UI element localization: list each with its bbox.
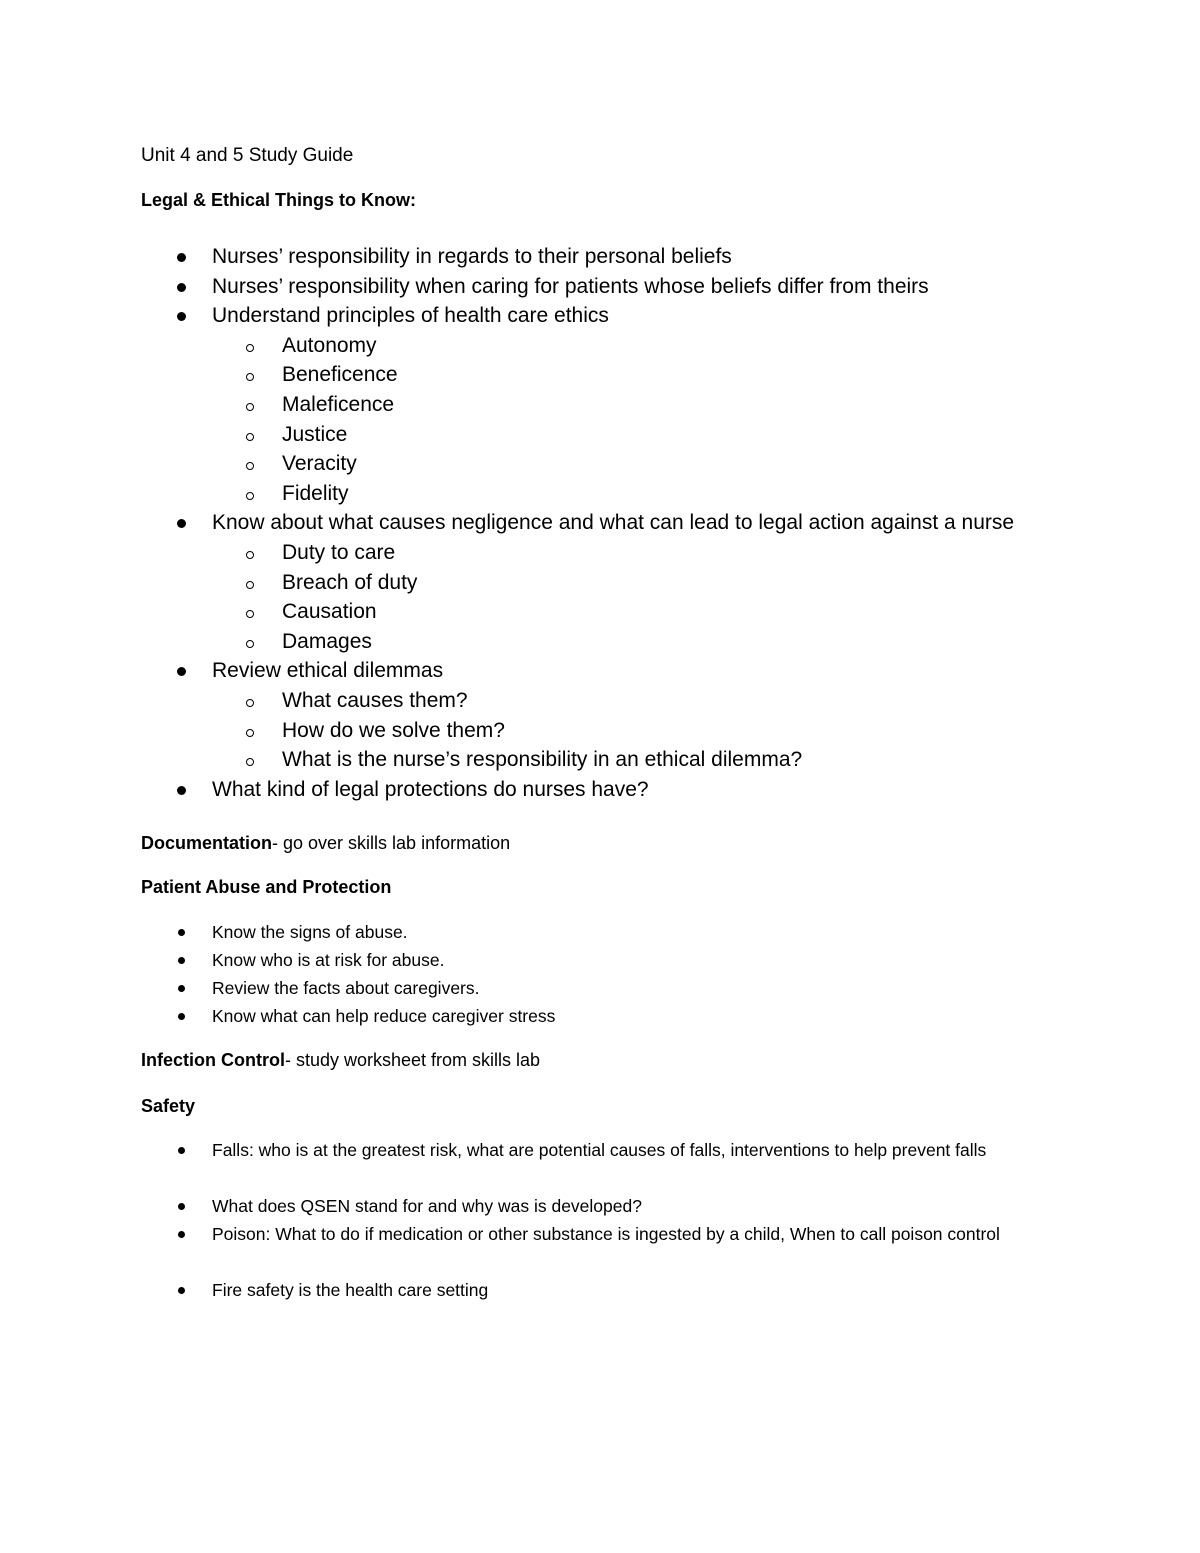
circle-bullet-icon xyxy=(246,331,254,361)
bullet-icon xyxy=(173,946,189,974)
legal-ethical-heading: Legal & Ethical Things to Know: xyxy=(141,190,417,210)
bullet-icon xyxy=(173,1276,189,1304)
bullet-icon xyxy=(173,656,189,686)
documentation-line: Documentation- go over skills lab information xyxy=(141,833,511,853)
patient-abuse-heading: Patient Abuse and Protection xyxy=(141,877,392,897)
bullet-icon xyxy=(173,508,189,538)
document-title: Unit 4 and 5 Study Guide xyxy=(141,145,354,166)
circle-bullet-icon xyxy=(246,716,254,746)
circle-bullet-icon xyxy=(246,538,254,568)
bullet-icon xyxy=(173,1192,189,1220)
circle-bullet-icon xyxy=(246,627,254,657)
circle-bullet-icon xyxy=(246,479,254,509)
bullet-icon xyxy=(173,775,189,805)
infection-control-line: Infection Control- study worksheet from skills lab xyxy=(141,1050,541,1070)
safety-heading: Safety xyxy=(141,1096,196,1116)
circle-bullet-icon xyxy=(246,390,254,420)
bullet-icon xyxy=(173,272,189,302)
circle-bullet-icon xyxy=(246,449,254,479)
bullet-icon xyxy=(173,918,189,946)
circle-bullet-icon xyxy=(246,686,254,716)
bullet-icon xyxy=(173,974,189,1002)
bullet-icon xyxy=(173,242,189,272)
document-page: Unit 4 and 5 Study Guide Legal & Ethical Things to Know: Nurses’ responsibility in regards to their personal beliefs Nurses’ responsibility when caring for patients whose beliefs differ from theirs Understand principles of health care ethics Autonomy Beneficence Maleficence Justice Veracity Fidelity Know about what causes negligence and what can lead to legal action against a nurse Duty to care Breach of duty Causation Damages Review ethical dilemmas What causes them? How do we solve them? What is the nurse’s responsibility in an ethical dilemma? What kind of legal protections do nurses have? Documentation- go over skills lab information Patient Abuse and Protection Know the signs of abuse. Know who is at risk for abuse. Review the facts about caregivers. Know what can help reduce caregiver stress Infection Control- study worksheet from skills lab Safety Falls: who is at the greatest risk, what are potential causes of falls, interventions to help prevent falls What does QSEN stand for and why was is developed? Poison: What to do if medication or other substance is ingested by a child, When to call poison control Fire safety is the health care setting xyxy=(0,0,1200,1553)
circle-bullet-icon xyxy=(246,420,254,450)
circle-bullet-icon xyxy=(246,745,254,775)
bullet-icon xyxy=(173,301,189,331)
bullet-icon xyxy=(173,1220,189,1248)
circle-bullet-icon xyxy=(246,597,254,627)
circle-bullet-icon xyxy=(246,568,254,598)
bullet-icon xyxy=(173,1136,189,1164)
bullet-icon xyxy=(173,1002,189,1030)
circle-bullet-icon xyxy=(246,360,254,390)
